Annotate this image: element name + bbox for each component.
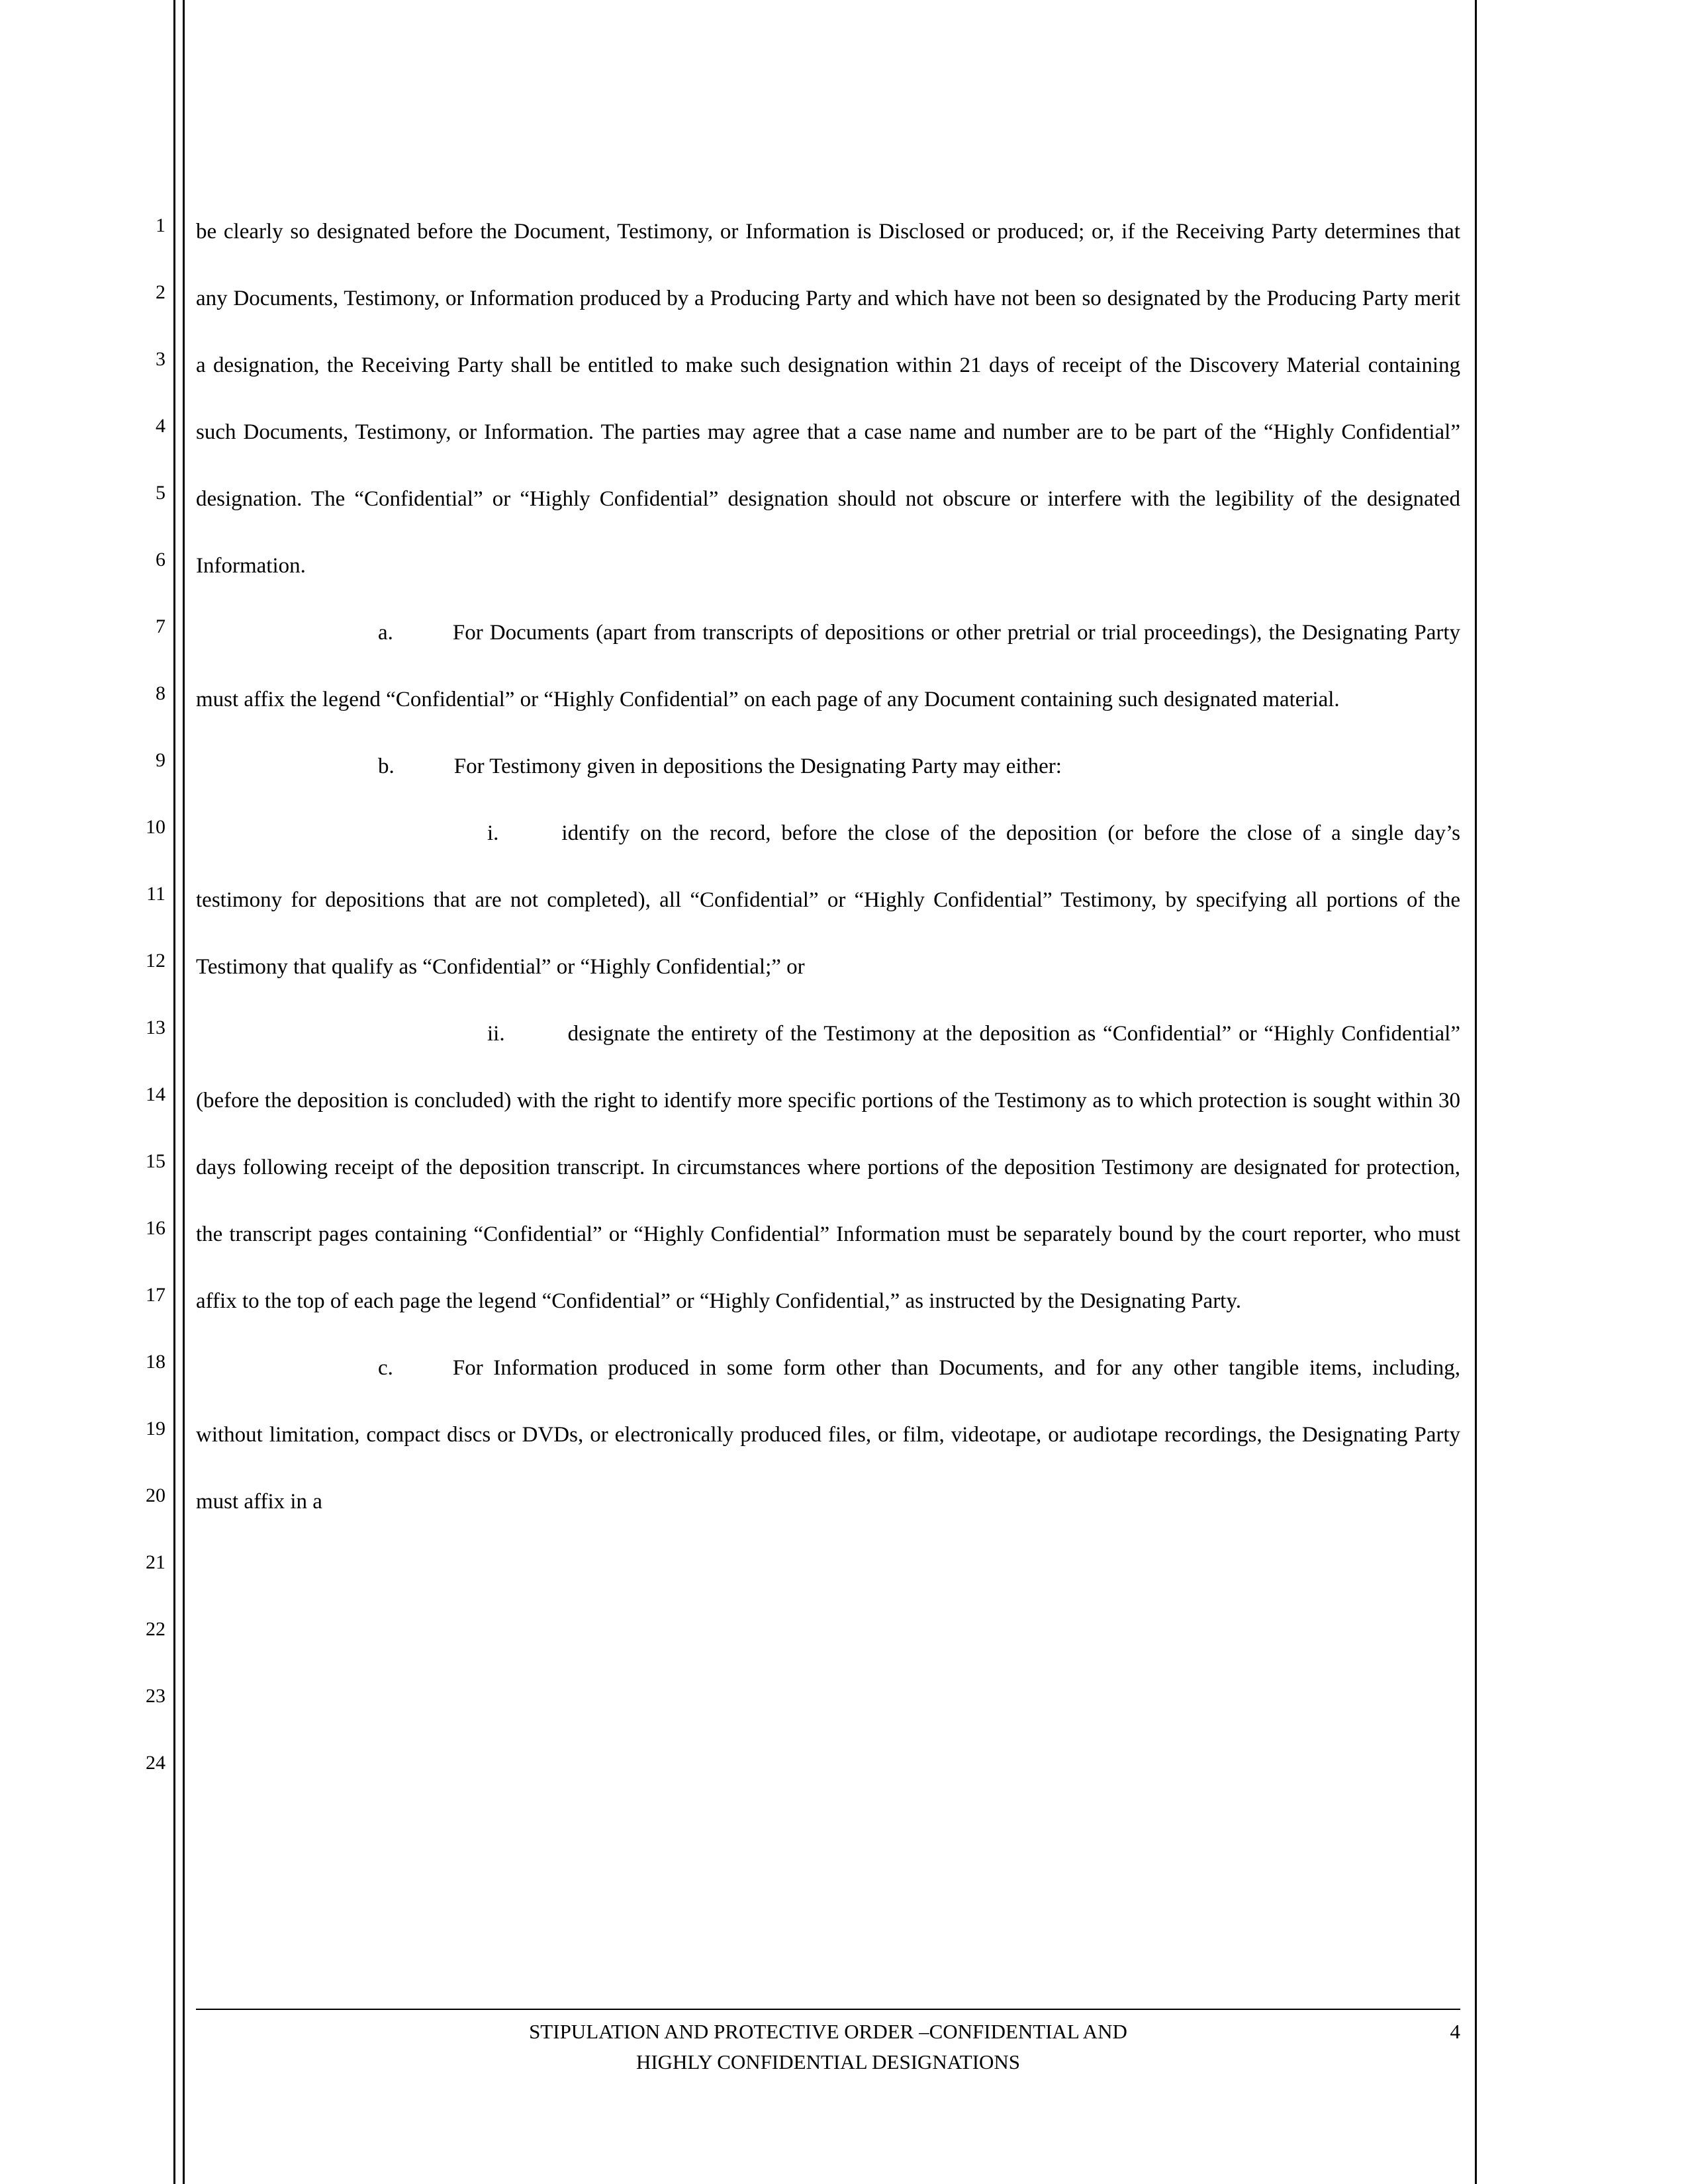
page-number: 4 [1450,2020,1460,2043]
line-number: 3 [156,348,165,370]
line-number: 18 [146,1351,165,1373]
line-number: 4 [156,415,165,437]
paragraph-item-ii [196,1001,1460,1335]
item-i-label: i. [487,821,499,845]
item-ii-text: designate the entirety of the Testimony at the deposition as “Confidential” or “Highly Confidential” (before the deposition is concluded) with the right to identify more specific portions of the Testimony as to which protection is sought within 30 days following receipt of the deposition transcript. In circumstances where portions of the deposition Testimony are designated for protection, the transcript pages containing “Confidential” or “Highly Confidential” Information must be separately bound by the court reporter, who must affix to the top of each page the legend “Confidential” or “Highly Confidential,” as instructed by the Designating Party. [196,1022,1460,1313]
line-number: 14 [146,1083,165,1105]
line-number: 10 [146,816,165,838]
footer-title-line-1: STIPULATION AND PROTECTIVE ORDER –CONFIDENTIAL AND [529,2020,1127,2043]
item-c-label: c. [378,1356,393,1380]
line-number: 23 [146,1685,165,1707]
page-footer [196,2017,1460,2077]
pleading-rule-left-inner [183,0,185,2184]
line-number-column [99,192,165,1796]
paragraph-item-b [196,733,1460,800]
item-b-label: b. [378,754,395,778]
item-b-text: For Testimony given in depositions the Designating Party may either: [453,754,1062,778]
line-number: 17 [146,1284,165,1306]
item-c-text: For Information produced in some form other than Documents, and for any other tangible items, including, without limitation, compact discs or DVDs, or electronically produced files, or film, videotape, or audiotape recordings, the Designating Party must affix in a [196,1356,1460,1514]
document-body [196,199,1460,1535]
item-a-text: For Documents (apart from transcripts of depositions or other pretrial or trial proceedings), the Designating Party must affix the legend “Confidential” or “Highly Confidential” on each page of any Document containing such designated material. [196,621,1460,711]
paragraph-continuation: be clearly so designated before the Document, Testimony, or Information is Disclosed or produced; or, if the Receiving Party determines that any Documents, Testimony, or Information produced by a Producing Party and which have not been so designated by the Producing Party merit a designation, the Receiving Party shall be entitled to make such designation within 21 days of receipt of the Discovery Material containing such Documents, Testimony, or Information. The parties may agree that a case name and number are to be part of the “Highly Confidential” designation. The “Confidential” or “Highly Confidential” designation should not obscure or interfere with the legibility of the designated Information. [196,220,1460,578]
item-a-label: a. [378,621,393,645]
line-number: 21 [146,1551,165,1573]
paragraph-item-c [196,1335,1460,1535]
item-i-text: identify on the record, before the close of the deposition (or before the close of a single day’s testimony for depositions that are not completed), all “Confidential” or “Highly Confidential” Testimony, by specifying all portions of the Testimony that qualify as “Confidential” or “Highly Confidential;” or [196,821,1460,979]
pleading-rule-right [1475,0,1477,2184]
item-ii-label: ii. [487,1022,505,1046]
line-number: 1 [156,214,165,236]
footer-title-line-2: HIGHLY CONFIDENTIAL DESIGNATIONS [635,2050,1021,2073]
line-number: 24 [146,1752,165,1774]
line-number: 6 [156,549,165,570]
line-number: 16 [146,1217,165,1239]
line-number: 2 [156,281,165,303]
line-number: 8 [156,682,165,704]
line-number: 20 [146,1484,165,1506]
line-number: 13 [146,1017,165,1038]
pleading-rule-left-outer [173,0,175,2184]
paragraph-item-a [196,600,1460,733]
line-number: 5 [156,482,165,504]
line-number: 7 [156,615,165,637]
paragraph-item-i [196,800,1460,1001]
line-number: 11 [146,883,165,905]
line-number: 19 [146,1418,165,1439]
line-number: 12 [146,950,165,972]
line-number: 22 [146,1618,165,1640]
line-number: 15 [146,1150,165,1172]
line-number: 9 [156,749,165,771]
footer-divider [196,2009,1460,2010]
